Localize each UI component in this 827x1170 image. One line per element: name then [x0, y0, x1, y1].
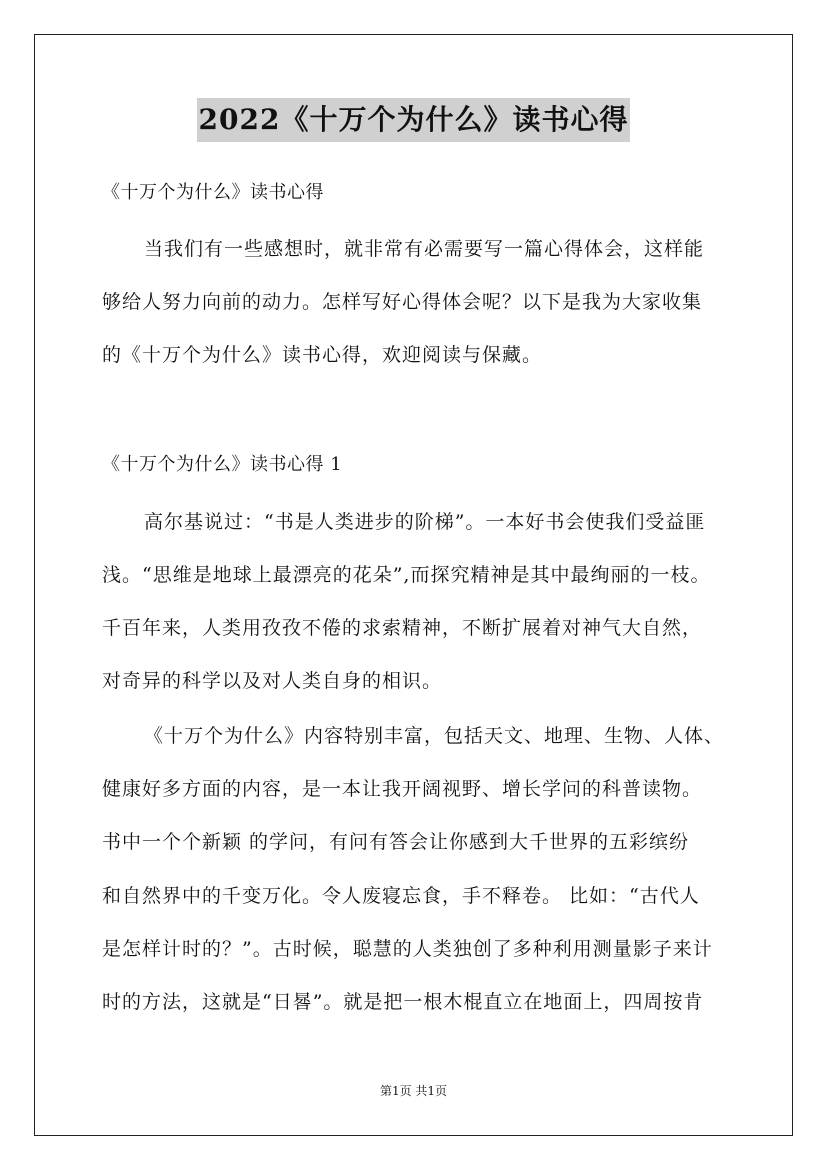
para1-line-2: 浅。“思维是地球上最漂亮的花朵”,而探究精神是其中最绚丽的一枝。 — [102, 564, 711, 586]
page-number: 第1页 共1页 — [379, 1084, 448, 1098]
intro-line-1: 当我们有一些感想时，就非常有必需要写一篇心得体会，这样能 — [144, 238, 705, 260]
para2-line-2: 健康好多方面的内容，是一本让我开阔视野、增长学问的科普读物。 — [102, 778, 703, 800]
intro-heading: 《十万个为什么》读书心得 — [102, 182, 324, 203]
para2-line-3: 书中一个个新颖 的学问，有问有答会让你感到大千世界的五彩缤纷 — [102, 831, 690, 853]
title-container — [0, 98, 827, 142]
para2-line-5: 是怎样计时的？”。古时候，聪慧的人类独创了多种利用测量影子来计 — [102, 938, 713, 960]
para1-line-4: 对奇异的科学以及对人类自身的相识。 — [102, 670, 443, 692]
para1-line-3: 千百年来，人类用孜孜不倦的求索精神，不断扩展着对神气大自然， — [102, 617, 703, 639]
document-title: 2022《十万个为什么》读书心得 — [197, 98, 631, 142]
para1-line-1: 高尔基说过：“书是人类进步的阶梯”。一本好书会使我们受益匪 — [144, 511, 706, 533]
para2-line-1: 《十万个为什么》内容特别丰富，包括天文、地理、生物、人体、 — [144, 725, 725, 747]
para2-line-4: 和自然界中的千变万化。令人废寝忘食，手不释卷。 比如：“古代人 — [102, 885, 700, 907]
page-footer — [0, 1083, 827, 1099]
intro-line-3: 的《十万个为什么》读书心得，欢迎阅读与保藏。 — [102, 344, 543, 366]
section-heading-1: 《十万个为什么》读书心得 1 — [102, 454, 343, 475]
para2-line-6: 时的方法，这就是“日晷”。就是把一根木棍直立在地面上，四周按肯 — [102, 991, 704, 1013]
intro-line-2: 够给人努力向前的动力。怎样写好心得体会呢？以下是我为大家收集 — [102, 291, 703, 313]
